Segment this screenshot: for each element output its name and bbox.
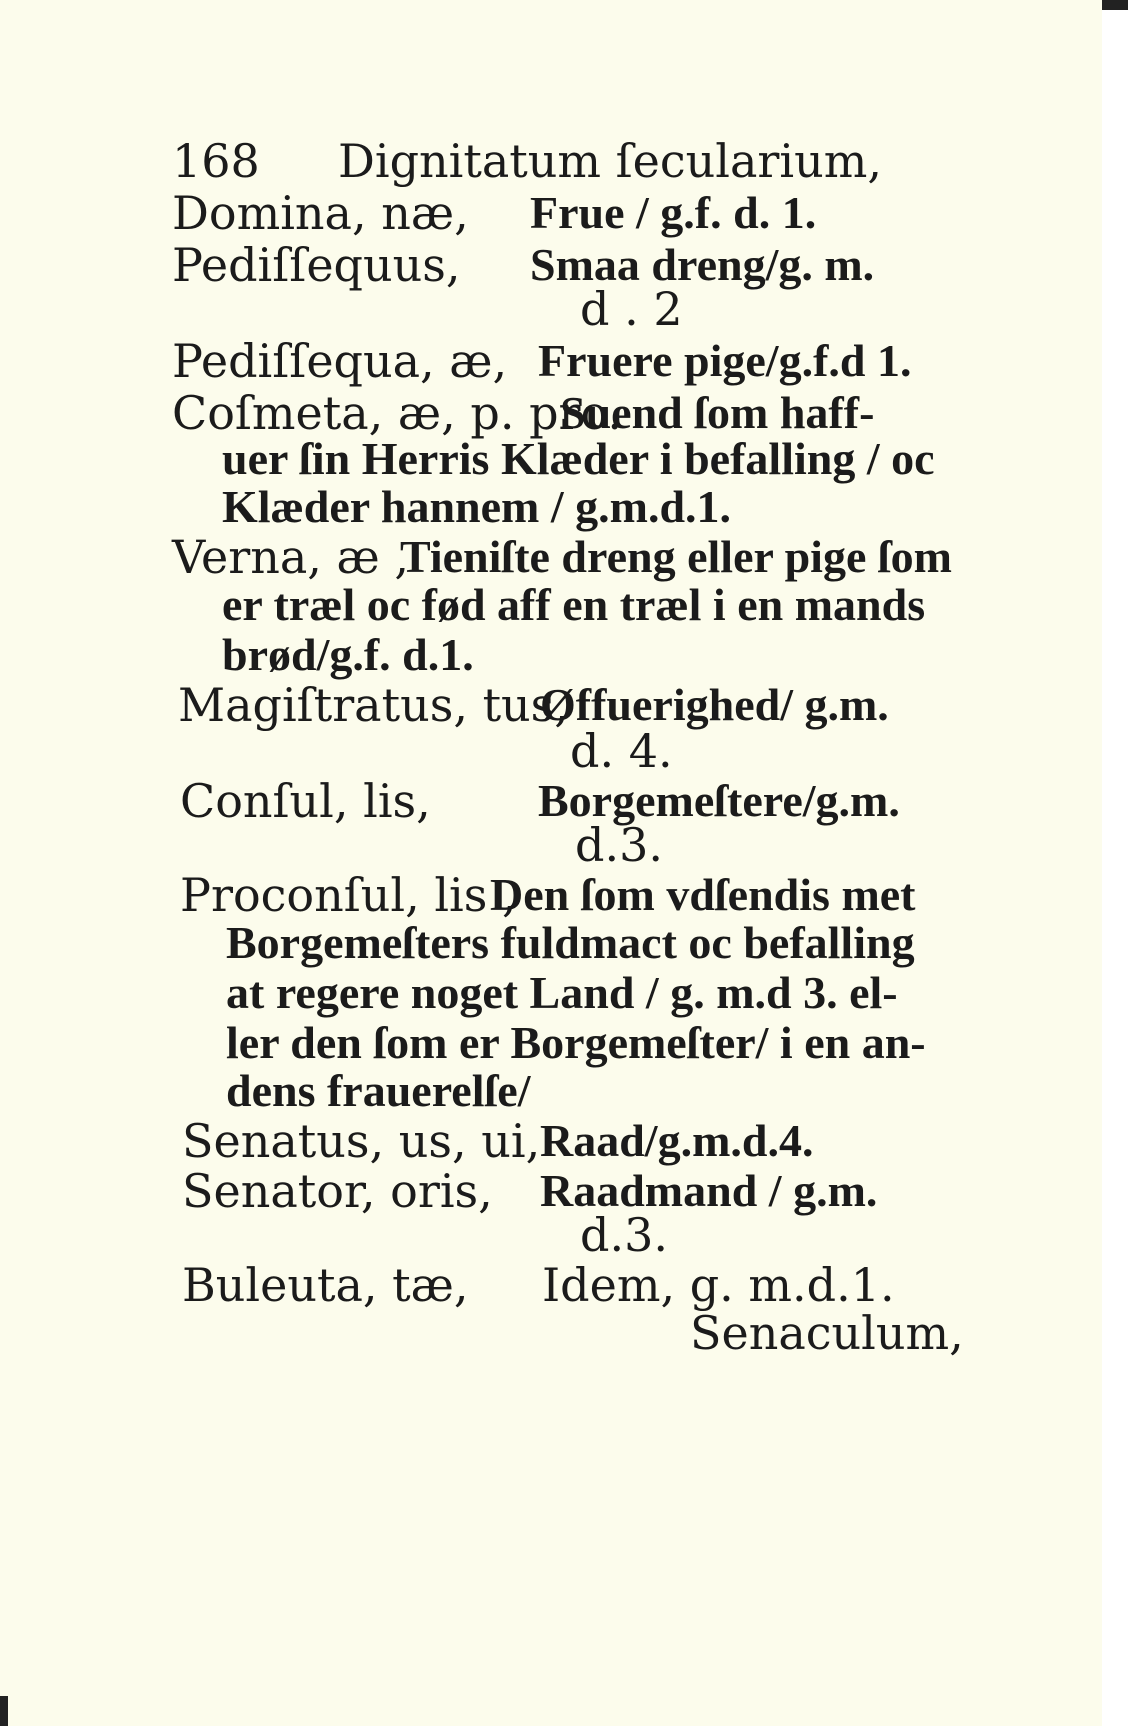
danish-gloss-continuation: d . 2	[580, 282, 683, 336]
latin-term: Senatus, us, ui,	[182, 1114, 541, 1168]
page-number: 168	[172, 134, 260, 188]
latin-term: Pediſſequus,	[172, 238, 461, 292]
scan-edge-mark	[1102, 0, 1128, 10]
danish-gloss: Fruere pige/g.f.d 1.	[538, 335, 912, 386]
latin-term: Coſmeta, æ, p. pro.	[172, 386, 623, 440]
danish-gloss: Frue / g.f. d. 1.	[530, 187, 817, 238]
danish-gloss: Idem, g. m.d.1.	[542, 1258, 895, 1312]
danish-gloss-continuation: d.3.	[575, 818, 663, 872]
danish-gloss-continuation: d. 4.	[570, 724, 673, 778]
danish-gloss: Borgemeſtere/g.m.	[538, 775, 900, 826]
catchword: Senaculum,	[690, 1306, 964, 1360]
gloss-continuation: uer ſin Herris Klæder i befalling / oc	[222, 433, 935, 484]
latin-term: Pediſſequa, æ,	[172, 334, 508, 388]
latin-term: Conſul, lis,	[180, 774, 431, 828]
danish-gloss: Raad/g.m.d.4.	[540, 1115, 814, 1166]
gloss-continuation: brød/g.f. d.1.	[222, 629, 474, 680]
scan-edge-mark	[0, 1696, 8, 1726]
latin-term: Proconſul, lis ,	[180, 868, 517, 922]
danish-gloss: Tieniſte dreng eller pige ſom	[400, 531, 952, 582]
latin-term: Verna, æ ,	[172, 530, 409, 584]
gloss-continuation: Borgemeſters fuldmact oc befalling	[226, 917, 915, 968]
latin-term: Domina, næ,	[172, 186, 469, 240]
gloss-continuation: ler den ſom er Borgemeſter/ i en an-	[226, 1017, 926, 1068]
gloss-continuation: at regere noget Land / g. m.d 3. el-	[226, 967, 898, 1018]
running-head: Dignitatum ſecularium,	[338, 134, 882, 188]
danish-gloss-continuation: d.3.	[580, 1208, 668, 1262]
latin-term: Magiſtratus, tus,	[178, 678, 569, 732]
latin-term: Senator, oris,	[182, 1164, 493, 1218]
danish-gloss: Øffuerighed/ g.m.	[540, 679, 889, 730]
latin-term: Buleuta, tæ,	[182, 1258, 469, 1312]
danish-gloss: Raadmand / g.m.	[540, 1165, 878, 1216]
danish-gloss: Den ſom vdſendis met	[490, 869, 916, 920]
gloss-continuation: Klæder hannem / g.m.d.1.	[222, 481, 732, 532]
danish-gloss: Suend ſom haff-	[560, 387, 875, 438]
gloss-continuation: dens frauerelſe/	[226, 1065, 531, 1116]
danish-gloss: Smaa dreng/g. m.	[530, 239, 875, 290]
gloss-continuation: er træl oc fød aff en træl i en mands	[222, 579, 926, 630]
